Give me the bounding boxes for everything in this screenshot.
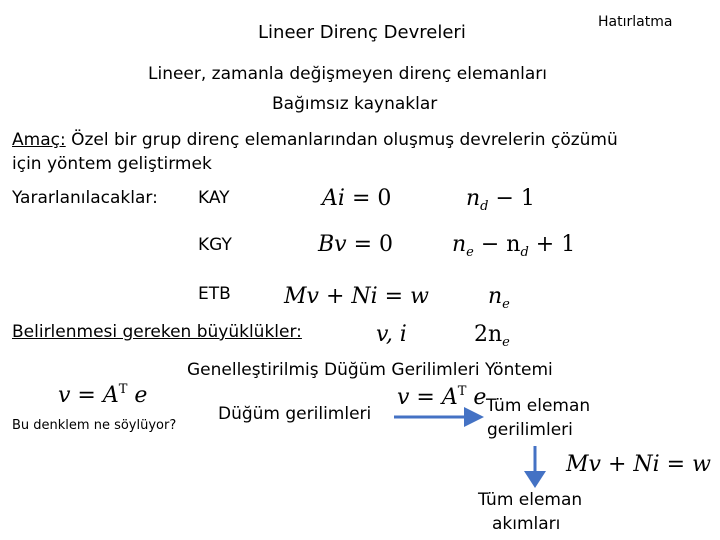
- unknowns-variables: v, i: [376, 322, 407, 347]
- element-currents-line-2: akımları: [492, 514, 561, 534]
- element-voltages-line-1: Tüm eleman: [486, 396, 591, 416]
- aim-text-1: Özel bir grup direnç elemanlarından oluşmuş devrelerin çözümü: [65, 130, 618, 150]
- row-kgy-name: KGY: [198, 235, 232, 255]
- row-kgy-equation: Bv = 0: [318, 232, 394, 257]
- aim-label: Amaç:: [12, 130, 66, 150]
- row-kay-name: KAY: [198, 188, 230, 208]
- aim-line-2: için yöntem geliştirmek: [12, 154, 212, 174]
- row-kgy-count: $n_e - n_d + 1$: [452, 232, 576, 260]
- aim-line-1: [12, 130, 618, 150]
- unknowns-count: $2n_e$: [474, 322, 510, 350]
- method-title: Genelleştirilmiş Düğüm Gerilimleri Yöntemi: [187, 360, 553, 380]
- node-voltages-label: Düğüm gerilimleri: [218, 404, 372, 424]
- page-title: Lineer Direnç Devreleri: [258, 22, 466, 43]
- method-equation-left: $v = A^T$ e: [58, 382, 148, 408]
- reminder-badge: Hatırlatma: [598, 14, 673, 30]
- row-etb-equation: Mv + Ni = w: [284, 284, 429, 309]
- unknowns-label: Belirlenmesi gereken büyüklükler:: [12, 322, 302, 342]
- element-currents-line-1: Tüm eleman: [478, 490, 583, 510]
- down-arrow-icon: [520, 444, 550, 490]
- intro-line-2: Bağımsız kaynaklar: [272, 94, 438, 114]
- row-kay-equation: Ai = 0: [322, 186, 392, 211]
- method-equation-right: $v = A^T$ e: [397, 384, 487, 410]
- benefits-label: Yararlanılacaklar:: [12, 188, 158, 208]
- right-arrow-icon: [392, 404, 486, 430]
- etb-equation-bottom: Mv + Ni = w: [566, 452, 711, 477]
- row-etb-name: ETB: [198, 284, 231, 304]
- element-voltages-line-2: gerilimleri: [487, 420, 573, 440]
- row-etb-count: $n_e$: [488, 284, 510, 312]
- intro-line-1: Lineer, zamanla değişmeyen direnç elemanları: [148, 64, 548, 84]
- row-kay-count: $n_d - 1$: [466, 186, 535, 214]
- question-text: Bu denklem ne söylüyor?: [12, 418, 177, 433]
